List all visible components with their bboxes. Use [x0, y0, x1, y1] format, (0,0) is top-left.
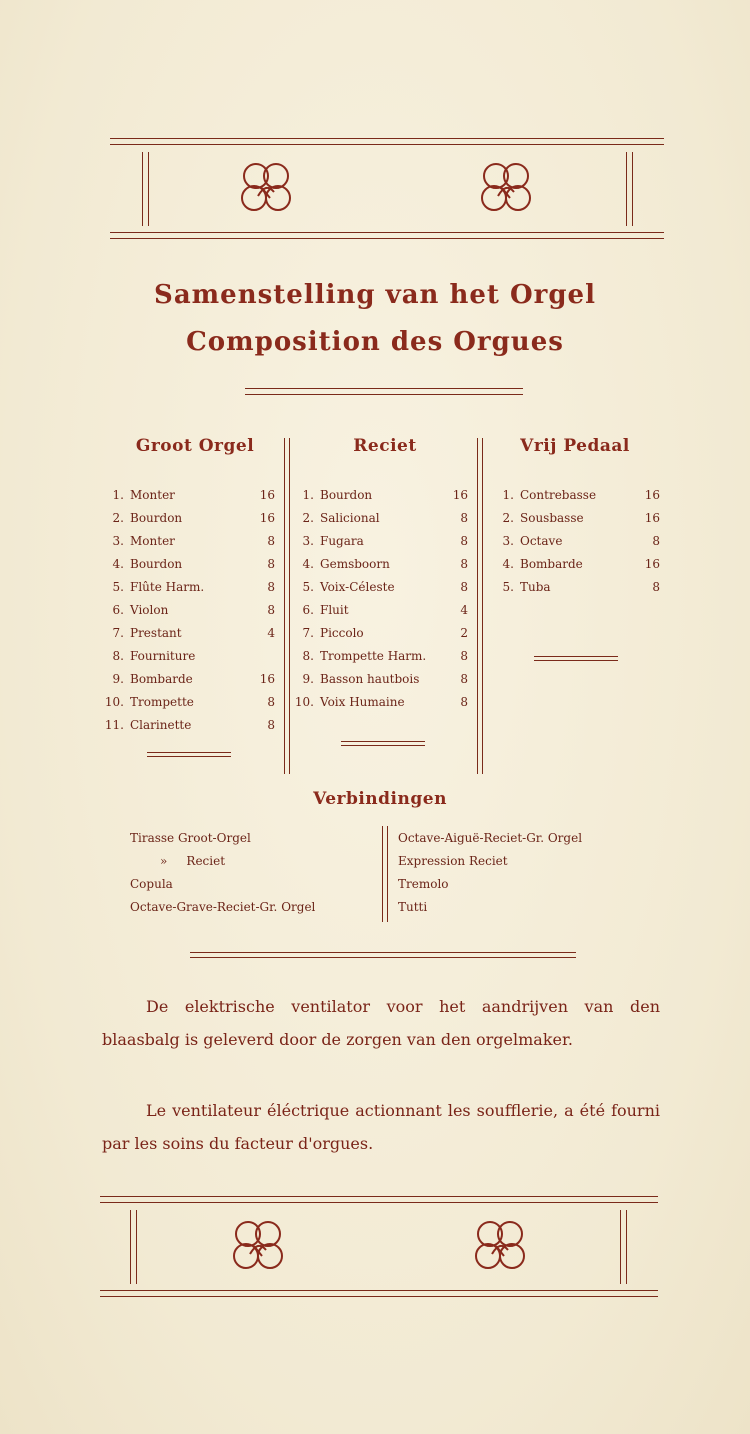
stop-row: 9. Basson hautbois 8 [302, 672, 468, 686]
column-separator [284, 438, 285, 774]
verbindingen-divider [190, 952, 576, 953]
stop-row: 5. Flûte Harm. 8 [112, 580, 275, 594]
verbindingen-separator [382, 826, 383, 922]
stop-row: 7. Piccolo 2 [302, 626, 468, 640]
title-divider [245, 388, 523, 389]
clover-monogram-icon [228, 1216, 288, 1276]
stop-row: 1. Bourdon 16 [302, 488, 468, 502]
title-french: Composition des Orgues [186, 327, 564, 357]
stop-row: 5. Voix-Céleste 8 [302, 580, 468, 594]
stop-row: 9. Bombarde 16 [112, 672, 275, 686]
stop-row: 8. Trompette Harm. 8 [302, 649, 468, 663]
coupler-item: Copula [130, 877, 173, 891]
coupler-item: Tutti [398, 900, 428, 914]
coupler-item: Tremolo [398, 877, 449, 891]
heading-vrij-pedaal: Vrij Pedaal [520, 436, 630, 456]
column-end-rule [341, 741, 425, 742]
column-end-rule [534, 656, 618, 657]
stop-row: 6. Violon 8 [112, 603, 275, 617]
heading-verbindingen: Verbindingen [313, 789, 447, 809]
clover-monogram-icon [476, 158, 536, 218]
column-separator [482, 438, 483, 774]
column-end-rule [534, 660, 618, 661]
stop-row: 4. Bourdon 8 [112, 557, 275, 571]
paragraph-french: Le ventilateur éléctrique actionnant les soufflerie, a été fourni par les soins du facteur d'orgues. [102, 1101, 660, 1153]
heading-groot-orgel: Groot Orgel [135, 436, 255, 456]
coupler-item: » Reciet [160, 854, 226, 868]
column-end-rule [147, 752, 231, 753]
verbindingen-divider [190, 957, 576, 958]
paragraph-dutch: De elektrische ventilator voor het aandrijven van den blaasbalg is geleverd door de zorgen van den orgelmaker. [102, 997, 660, 1049]
stop-row: 7. Prestant 4 [112, 626, 275, 640]
column-end-rule [341, 745, 425, 746]
stop-row: 5. Tuba 8 [502, 580, 660, 594]
verbindingen-separator [387, 826, 388, 922]
title-dutch: Samenstelling van het Orgel [154, 280, 596, 310]
title-divider [245, 394, 523, 395]
stop-row: 11. Clarinette 8 [104, 718, 275, 732]
stop-row: 1. Contrebasse 16 [502, 488, 660, 502]
coupler-item: Expression Reciet [398, 854, 508, 868]
coupler-item: Octave-Grave-Reciet-Gr. Orgel [130, 900, 316, 914]
column-end-rule [147, 756, 231, 757]
clover-monogram-icon [470, 1216, 530, 1276]
stop-row: 3. Monter 8 [112, 534, 275, 548]
coupler-item: Octave-Aiguë-Reciet-Gr. Orgel [398, 831, 583, 845]
stop-row: 2. Sousbasse 16 [502, 511, 660, 525]
stop-row: 1. Monter 16 [112, 488, 275, 502]
column-separator [477, 438, 478, 774]
stop-row: 3. Octave 8 [502, 534, 660, 548]
stop-row: 2. Bourdon 16 [112, 511, 275, 525]
top-ornament-frame [110, 138, 664, 240]
clover-monogram-icon [236, 158, 296, 218]
stop-row: 10. Voix Humaine 8 [294, 695, 468, 709]
stop-row: 10. Trompette 8 [104, 695, 275, 709]
stop-row: 3. Fugara 8 [302, 534, 468, 548]
stop-row: 8. Fourniture [112, 649, 196, 663]
stop-row: 2. Salicional 8 [302, 511, 468, 525]
stop-row: 4. Gemsboorn 8 [302, 557, 468, 571]
heading-reciet: Reciet [353, 436, 417, 456]
coupler-item: Tirasse Groot-Orgel [130, 831, 251, 845]
stop-row: 4. Bombarde 16 [502, 557, 660, 571]
stop-row: 6. Fluit 4 [302, 603, 468, 617]
bottom-ornament-frame [100, 1196, 658, 1298]
